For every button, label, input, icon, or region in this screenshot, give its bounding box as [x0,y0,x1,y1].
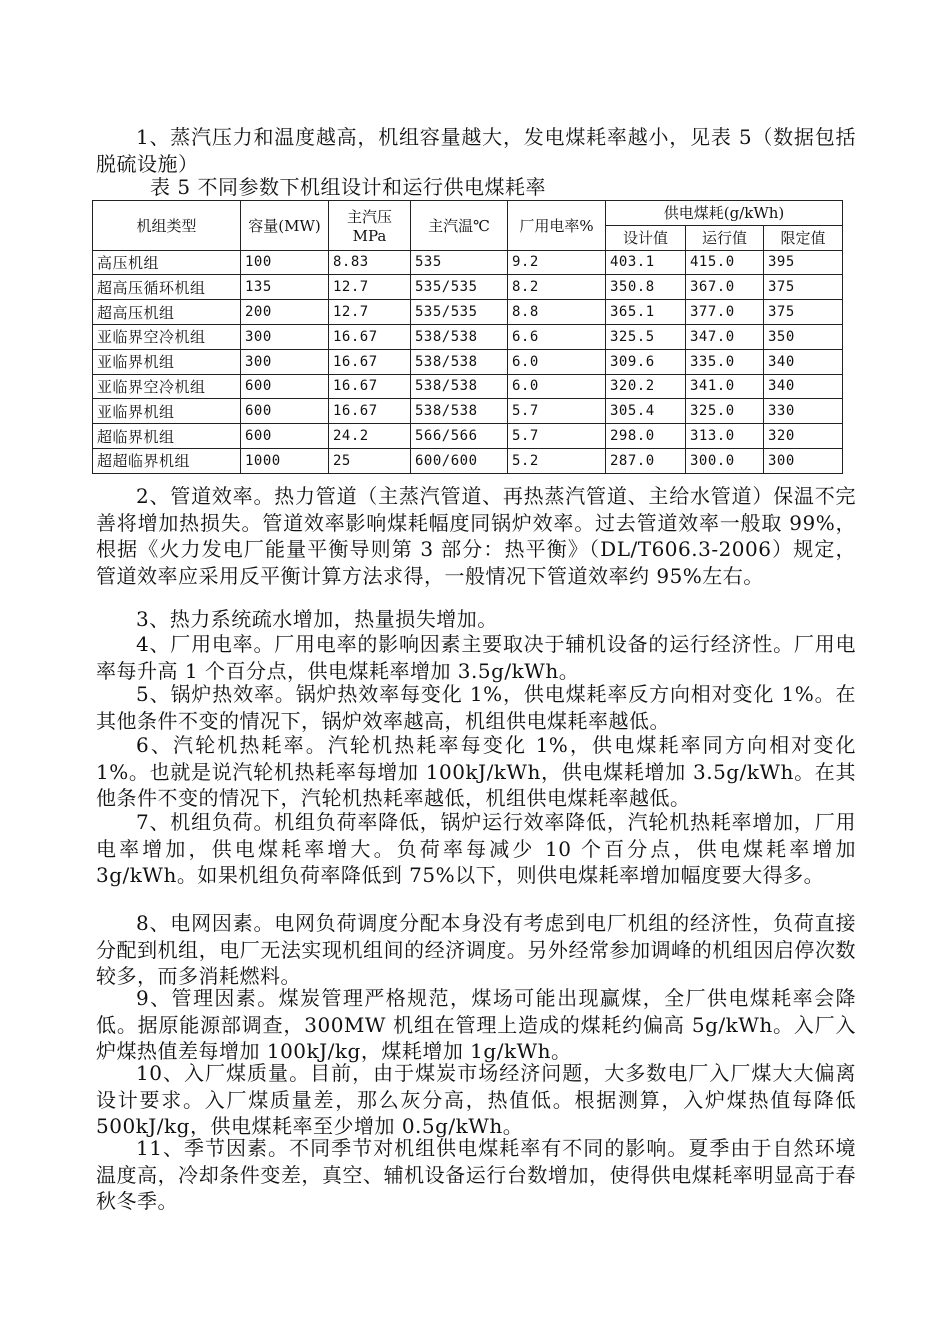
header-coal-consumption: 供电煤耗(g/kWh) [606,201,843,226]
paragraph-9: 9、管理因素。煤炭管理严格规范，煤场可能出现赢煤，全厂供电煤耗率会降低。据原能源部调查，300MW 机组在管理上造成的煤耗约偏高 5g/kWh。入厂入炉煤热值差每增加 100kJ/kg，煤耗增加 1g/kWh。 [96,986,856,1063]
paragraph-7: 7、机组负荷。机组负荷率降低，锅炉运行效率降低，汽轮机热耗率增加，厂用电率增加，供电煤耗率增大。负荷率每减少 10 个百分点，供电煤耗率增加 3g/kWh。如果机组负荷率降低到 75%以下，则供电煤耗率增加幅度要大得多。 [96,810,856,887]
aux-rate-cell: 6.0 [508,349,606,374]
unit-type-cell: 亚临界空冷机组 [93,374,241,399]
pressure-cell: 16.67 [329,374,411,399]
design-value-cell: 350.8 [606,275,686,300]
unit-type-cell: 超高压机组 [93,300,241,325]
temperature-cell: 538/538 [411,399,508,424]
actual-value-cell: 325.0 [686,399,764,424]
capacity-cell: 300 [241,324,329,349]
capacity-cell: 300 [241,349,329,374]
pressure-cell: 25 [329,448,411,473]
paragraph-4: 4、厂用电率。厂用电率的影响因素主要取决于辅机设备的运行经济性。厂用电率每升高 1 个百分点，供电煤耗率增加 3.5g/kWh。 [96,632,856,683]
table-row [93,275,843,300]
aux-rate-cell: 6.0 [508,374,606,399]
table-row [93,448,843,473]
capacity-cell: 600 [241,374,329,399]
temperature-cell: 538/538 [411,349,508,374]
capacity-cell: 135 [241,275,329,300]
pressure-cell: 24.2 [329,424,411,449]
unit-type-cell: 高压机组 [93,250,241,275]
temperature-cell: 535 [411,250,508,275]
limit-value-cell: 395 [764,250,843,275]
header-temperature: 主汽温℃ [411,201,508,251]
actual-value-cell: 347.0 [686,324,764,349]
table-row [93,300,843,325]
paragraph-10: 10、入厂煤质量。目前，由于煤炭市场经济问题，大多数电厂入厂煤大大偏离设计要求。入厂煤质量差，那么灰分高，热值低。根据测算，入炉煤热值每降低 500kJ/kg，供电煤耗率至少增加 0.5g/kWh。 [96,1061,856,1138]
temperature-cell: 600/600 [411,448,508,473]
limit-value-cell: 340 [764,374,843,399]
paragraph-8: 8、电网因素。电网负荷调度分配本身没有考虑到电厂机组的经济性，负荷直接分配到机组，电厂无法实现机组间的经济调度。另外经常参加调峰的机组因启停次数较多，而多消耗燃料。 [96,911,856,988]
pressure-cell: 8.83 [329,250,411,275]
header-pressure-top: 主汽压 [346,207,392,226]
header-actual-value: 运行值 [686,225,764,250]
temperature-cell: 566/566 [411,424,508,449]
unit-type-cell: 亚临界机组 [93,349,241,374]
temperature-cell: 535/535 [411,275,508,300]
table-caption: 表 5 不同参数下机组设计和运行供电煤耗率 [150,175,546,199]
limit-value-cell: 300 [764,448,843,473]
table-row [93,250,843,275]
header-aux-power-rate: 厂用电率% [508,201,606,251]
design-value-cell: 320.2 [606,374,686,399]
pressure-cell: 12.7 [329,275,411,300]
design-value-cell: 325.5 [606,324,686,349]
table-row [93,349,843,374]
design-value-cell: 309.6 [606,349,686,374]
limit-value-cell: 330 [764,399,843,424]
limit-value-cell: 320 [764,424,843,449]
unit-type-cell: 超临界机组 [93,424,241,449]
design-value-cell: 403.1 [606,250,686,275]
unit-type-cell: 超高压循环机组 [93,275,241,300]
header-limit-value: 限定值 [764,225,843,250]
header-pressure [329,201,411,251]
limit-value-cell: 375 [764,300,843,325]
capacity-cell: 600 [241,424,329,449]
aux-rate-cell: 6.6 [508,324,606,349]
actual-value-cell: 341.0 [686,374,764,399]
design-value-cell: 298.0 [606,424,686,449]
coal-consumption-table [92,200,843,474]
table-row [93,324,843,349]
design-value-cell: 365.1 [606,300,686,325]
paragraph-6: 6、汽轮机热耗率。汽轮机热耗率每变化 1%，供电煤耗率同方向相对变化 1%。也就是说汽轮机热耗率每增加 100kJ/kWh，供电煤耗增加 3.5g/kWh。在其他条件不变的情况下，汽轮机热耗率越低，机组供电煤耗率越低。 [96,733,856,810]
actual-value-cell: 377.0 [686,300,764,325]
temperature-cell: 538/538 [411,374,508,399]
pressure-cell: 12.7 [329,300,411,325]
design-value-cell: 287.0 [606,448,686,473]
aux-rate-cell: 5.2 [508,448,606,473]
aux-rate-cell: 5.7 [508,399,606,424]
header-capacity: 容量(MW) [241,201,329,251]
capacity-cell: 1000 [241,448,329,473]
paragraph-2: 2、管道效率。热力管道（主蒸汽管道、再热蒸汽管道、主给水管道）保温不完善将增加热损失。管道效率影响煤耗幅度同锅炉效率。过去管道效率一般取 99%，根据《火力发电厂能量平衡导则第 3 部分：热平衡》（DL/T606.3-2006）规定，管道效率应采用反平衡计算方法求得，一般情况下管道效率约 95%左右。 [96,484,856,588]
table-row [93,374,843,399]
aux-rate-cell: 8.8 [508,300,606,325]
temperature-cell: 535/535 [411,300,508,325]
unit-type-cell: 超超临界机组 [93,448,241,473]
limit-value-cell: 350 [764,324,843,349]
aux-rate-cell: 5.7 [508,424,606,449]
header-pressure-unit: MPa [352,226,387,245]
paragraph-1: 1、蒸汽压力和温度越高，机组容量越大，发电煤耗率越小，见表 5（数据包括脱硫设施） [96,125,856,176]
paragraph-5: 5、锅炉热效率。锅炉热效率每变化 1%，供电煤耗率反方向相对变化 1%。在其他条件不变的情况下，锅炉效率越高，机组供电煤耗率越低。 [96,682,856,733]
pressure-cell: 16.67 [329,399,411,424]
temperature-cell: 538/538 [411,324,508,349]
capacity-cell: 200 [241,300,329,325]
capacity-cell: 100 [241,250,329,275]
limit-value-cell: 375 [764,275,843,300]
aux-rate-cell: 9.2 [508,250,606,275]
design-value-cell: 305.4 [606,399,686,424]
capacity-cell: 600 [241,399,329,424]
header-unit-type: 机组类型 [93,201,241,251]
aux-rate-cell: 8.2 [508,275,606,300]
table-row [93,424,843,449]
actual-value-cell: 335.0 [686,349,764,374]
actual-value-cell: 367.0 [686,275,764,300]
actual-value-cell: 300.0 [686,448,764,473]
actual-value-cell: 313.0 [686,424,764,449]
header-design-value: 设计值 [606,225,686,250]
actual-value-cell: 415.0 [686,250,764,275]
pressure-cell: 16.67 [329,324,411,349]
unit-type-cell: 亚临界机组 [93,399,241,424]
paragraph-11: 11、季节因素。不同季节对机组供电煤耗率有不同的影响。夏季由于自然环境温度高，冷却条件变差，真空、辅机设备运行台数增加，使得供电煤耗率明显高于春秋冬季。 [96,1136,856,1213]
pressure-cell: 16.67 [329,349,411,374]
paragraph-3: 3、热力系统疏水增加，热量损失增加。 [136,607,498,631]
unit-type-cell: 亚临界空冷机组 [93,324,241,349]
table-row [93,399,843,424]
limit-value-cell: 340 [764,349,843,374]
table-header-row [93,201,843,226]
